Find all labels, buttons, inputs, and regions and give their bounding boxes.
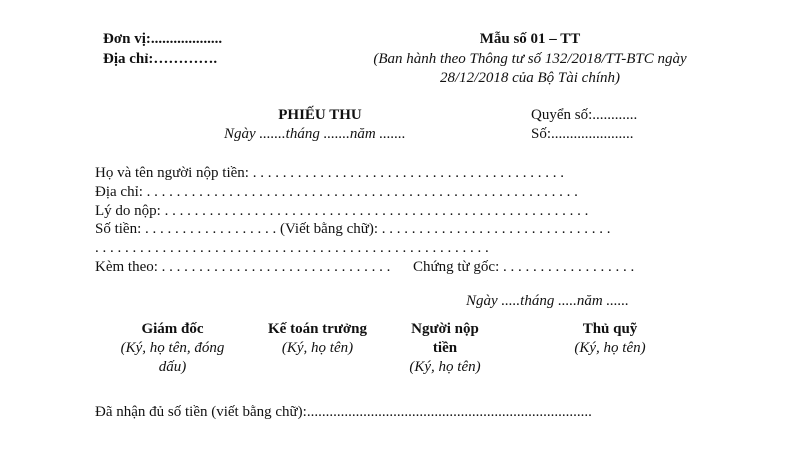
chief-accountant-title: Kế toán trưởng xyxy=(268,321,367,337)
reason-line: Lý do nộp: . . . . . . . . . . . . . . . . . . . . . . . . . . . . . . . . . . . . . . . . . . . . . . . . . . . . . . . . . xyxy=(95,203,589,219)
payer-title-1: Người nộp xyxy=(411,321,479,337)
book-number: Quyển số:............ xyxy=(531,107,638,123)
unit-field: Đơn vị:................... xyxy=(103,31,223,47)
attachments-line: Kèm theo: . . . . . . . . . . . . . . . . . . . . . . . . . . . . . . . xyxy=(95,259,391,275)
chief-accountant-note: (Ký, họ tên) xyxy=(281,340,354,356)
director-note-1: (Ký, họ tên, đóng xyxy=(120,340,225,356)
payer-title-2: tiền xyxy=(432,340,458,356)
payer-address-line: Địa chỉ: . . . . . . . . . . . . . . . . . . . . . . . . . . . . . . . . . . . . . . . . . . . . . . . . . . . . . . . . . . xyxy=(95,184,578,200)
director-note-2: dấu) xyxy=(158,359,187,375)
receipt-number: Số:...................... xyxy=(531,126,634,142)
amount-line: Số tiền: . . . . . . . . . . . . . . . . . . (Viết bằng chữ): . . . . . . . . . . . . . . . . . . . . . . . . . . . . . . . xyxy=(95,221,611,237)
signature-date: Ngày .....tháng .....năm ...... xyxy=(466,293,629,309)
form-number: Mẫu số 01 – TT xyxy=(479,31,581,47)
address-field: Địa chỉ:…………. xyxy=(103,51,218,67)
payer-note: (Ký, họ tên) xyxy=(409,359,481,375)
document-title: PHIẾU THU xyxy=(278,107,362,123)
issued-by-line-2: 28/12/2018 của Bộ Tài chính) xyxy=(440,70,620,86)
amount-continuation-line: . . . . . . . . . . . . . . . . . . . . . . . . . . . . . . . . . . . . . . . . . . . . . . . . . . . . . xyxy=(95,240,489,256)
cashier-title: Thủ quỹ xyxy=(582,321,638,337)
original-documents-line: Chứng từ gốc: . . . . . . . . . . . . . . . . . . xyxy=(413,259,635,275)
document-date: Ngày .......tháng .......năm ....... xyxy=(224,126,406,142)
director-title: Giám đốc xyxy=(141,321,204,337)
issued-by-line-1: (Ban hành theo Thông tư số 132/2018/TT-BTC ngày xyxy=(373,51,687,67)
received-amount-line: Đã nhận đủ số tiền (viết bằng chữ):............................................................................ xyxy=(95,404,592,420)
cashier-note: (Ký, họ tên) xyxy=(574,340,646,356)
payer-name-line: Họ và tên người nộp tiền: . . . . . . . . . . . . . . . . . . . . . . . . . . . . . . . . . . . . . . . . . . xyxy=(95,165,564,181)
